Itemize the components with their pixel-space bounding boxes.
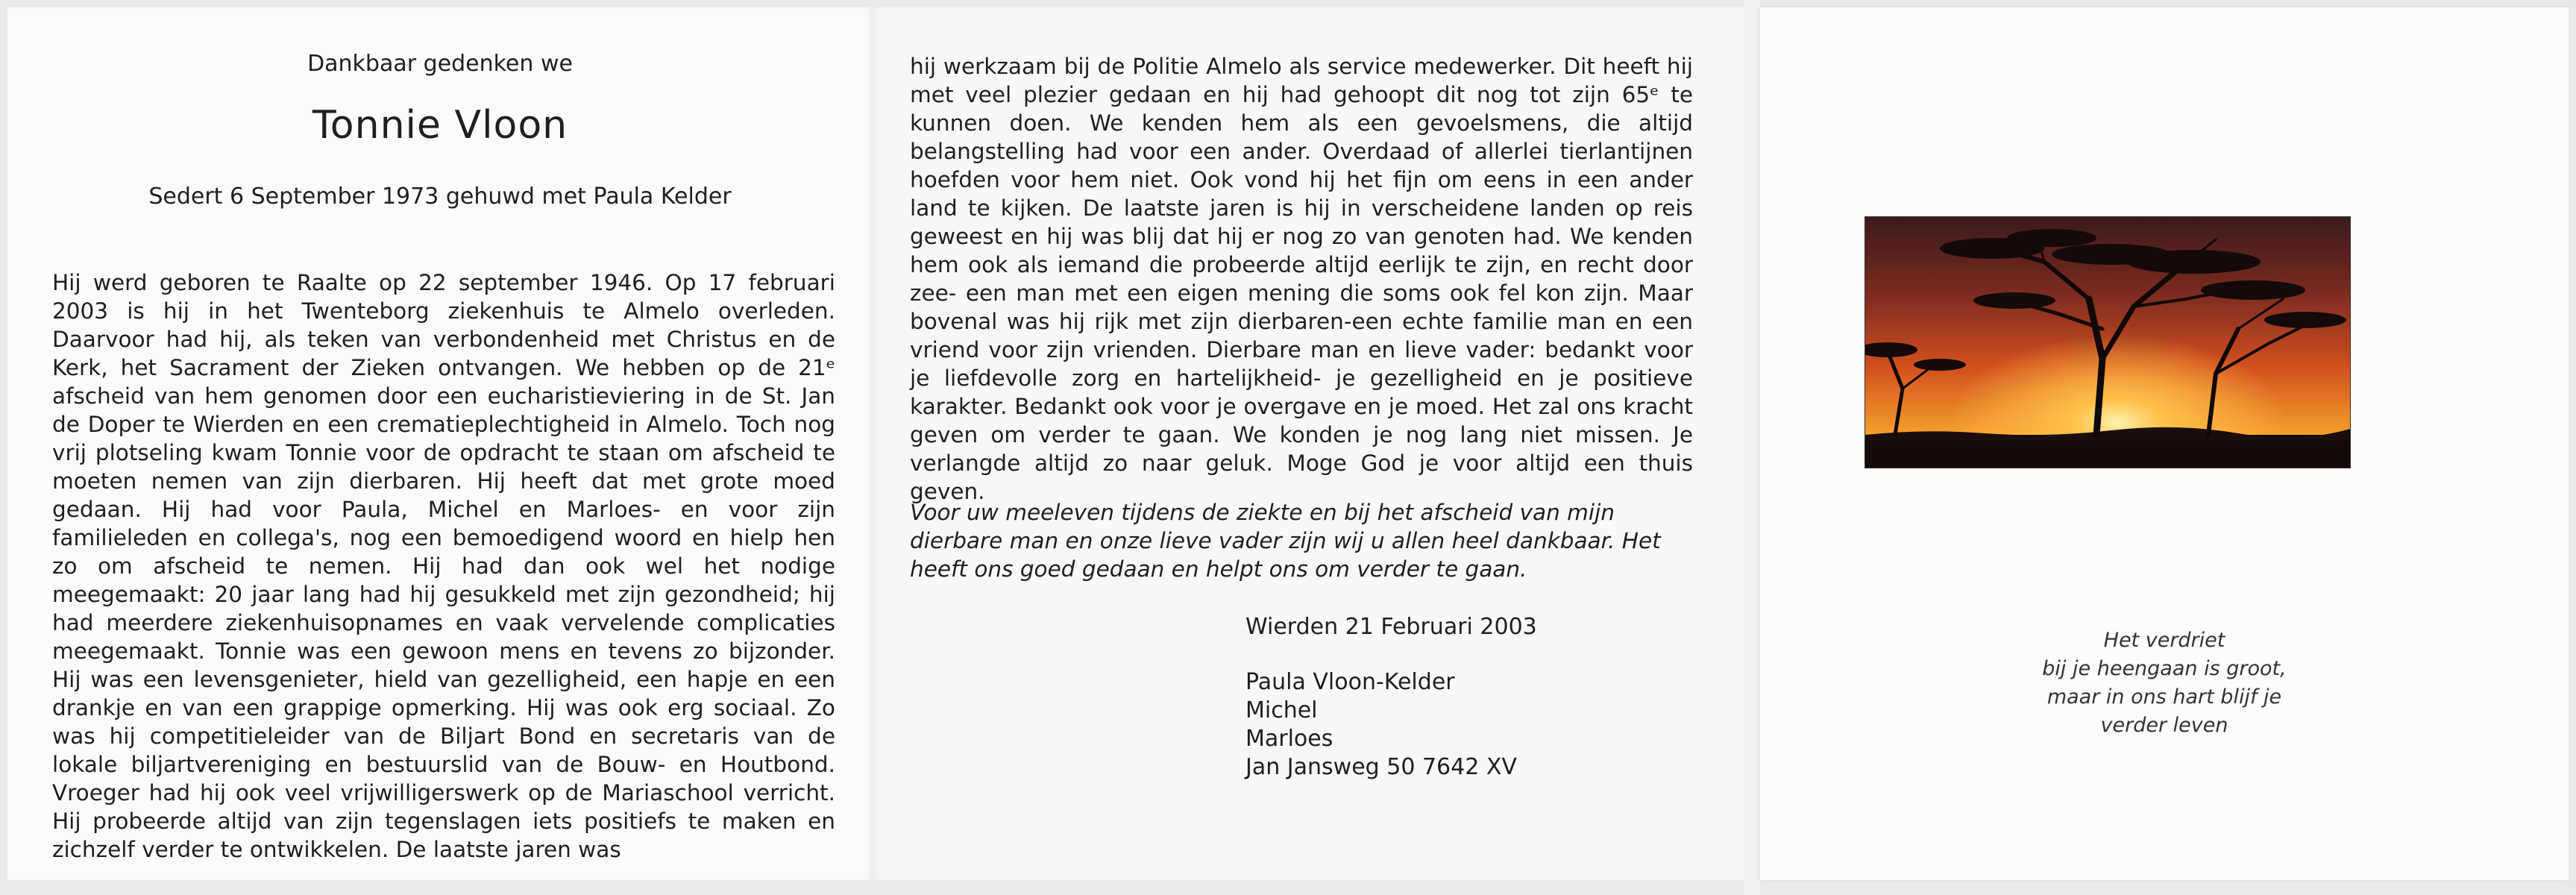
signatory-name: Marloes (1245, 726, 1333, 752)
signatory-name: Michel (1245, 697, 1318, 723)
poem-line: verder leven (2100, 714, 2228, 737)
biography-part-1: Hij werd geboren te Raalte op 22 september 1946. Op 17 februari 2003 is hij in het Twenteborg ziekenhuis te Almelo overleden. Daarvoor had hij, als teken van verbondenheid met Christus en de Kerk, het Sacrament der Zieken ontvangen. We hebben op de 21ᵉ afscheid van hem genomen door een eucharistieviering in de St. Jan de Doper te Wierden en een crematieplechtigheid in Almelo. Toch nog vrij plotseling kwam Tonnie voor de opdracht te staan om afscheid te moeten nemen van zijn dierbaren. Hij heeft dat met grote moed gedaan. Hij had voor Paula, Michel en Marloes- en voor zijn familieleden en collega's, nog een bemoedigend woord en hielp hen zo om afscheid te nemen. Hij had dan ook wel het nodige meegemaakt: 20 jaar lang had hij gesukkeld met zijn gezondheid; hij had meerdere ziekenhuisopnames en vaak vervelende complicaties meegemaakt. Tonnie was een gewoon mens en tevens zo bijzonder. Hij was een levensgenieter, hield van gezelligheid, een hapje en een drankje en van een grappige opmerking. Hij was ook erg sociaal. Zo was hij competitieleider van de Biljart Bond en secretaris van de lokale biljartvereniging en bestuurslid van de Bouw- en Houtbond. Vroeger had hij ook veel vrijwilligerswerk op de Mariaschool verricht. Hij probeerde altijd van zijn tegenslagen iets positiefs te maken en zichzelf verder te ontwikkelen. De laatste jaren was (52, 270, 835, 862)
thanks-text: Voor uw meeleven tijdens de ziekte en bij het afscheid van mijn dierbare man en onze lieve vader zijn wij u allen heel dankbaar. Het heeft ons goed gedaan en helpt ons om verder te gaan. (910, 500, 1661, 582)
place-date: Wierden 21 Februari 2003 (1245, 614, 1537, 640)
signature-block (1245, 613, 1537, 782)
card-fold-gap (1744, 0, 1760, 895)
sunset-tree-photo (1865, 216, 2351, 468)
poem-line: bij je heengaan is groot, (2042, 657, 2287, 680)
deceased-name: Tonnie Vloon (312, 103, 568, 148)
address: Jan Jansweg 50 7642 XV (1245, 754, 1517, 780)
poem (1760, 626, 2569, 740)
poem-line: maar in ons hart blijf je (2046, 685, 2282, 709)
marriage-line: Sedert 6 September 1973 gehuwd met Paula Kelder (148, 183, 732, 210)
poem-line: Het verdriet (2103, 629, 2225, 652)
intro-line: Dankbaar gedenken we (307, 51, 573, 77)
sunset-tree-image (1865, 217, 2350, 468)
biography-part-2: hij werkzaam bij de Politie Almelo als service medewerker. Dit heeft hij met veel plezier gedaan en hij had gehoopt dit nog tot zijn 65ᵉ te kunnen doen. We kenden hem als een gevoelsmens, die altijd belangstelling had voor een ander. Overdaad of allerlei tierlantijnen hoefden voor hem niet. Ook vond hij het fijn om eens in een ander land te kijken. De laatste jaren is hij in verscheidene landen op reis geweest en hij was blij dat hij er nog zo van genoten had. We kenden hem ook als iemand die probeerde altijd eerlijk te zijn, en recht door zee- een man met een eigen mening die soms ook fel kon zijn. Maar bovenal was hij rijk met zijn dierbaren-een echte familie man en een vriend voor zijn vrienden. Dierbare man en lieve vader: bedankt voor je liefdevolle zorg en hartelijkheid- je gezelligheid en je positieve karakter. Bedankt ook voor je overgave en je moed. Het zal ons kracht geven om verder te gaan. We konden je nog lang niet missen. Je verlangde altijd zo naar geluk. Moge God je voor altijd een thuis geven. (910, 54, 1693, 504)
left-page (7, 7, 873, 880)
middle-page (873, 7, 1744, 880)
signatory-name: Paula Vloon-Kelder (1245, 669, 1455, 695)
right-page (1760, 7, 2569, 880)
